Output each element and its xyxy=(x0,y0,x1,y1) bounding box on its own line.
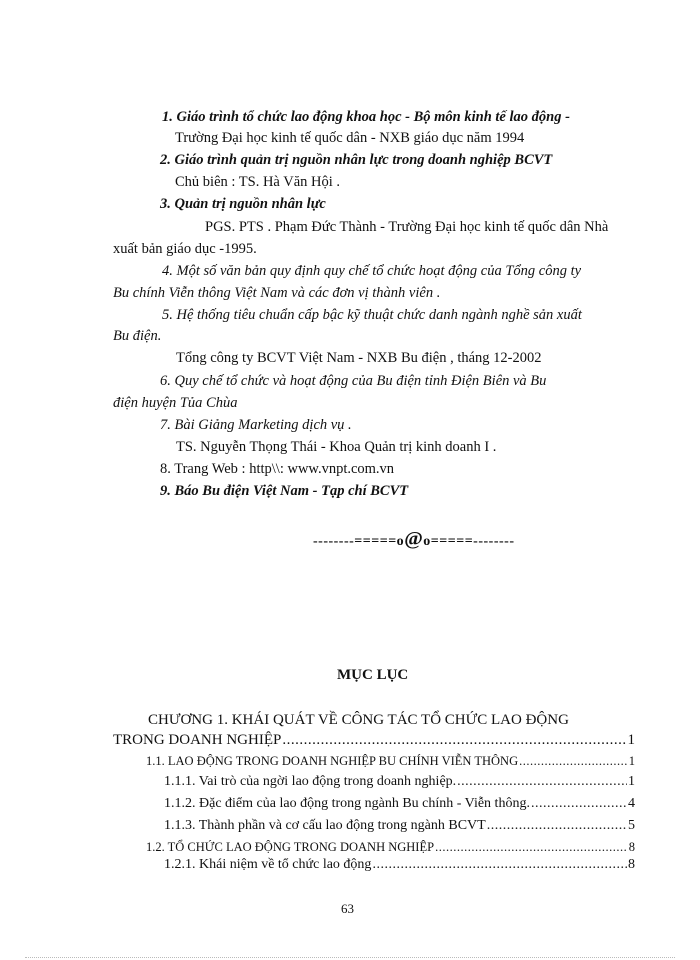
reference-4-title-cont: Bu chính Viễn thông Việt Nam và các đơn vị thành viên . xyxy=(113,285,441,301)
ornament-at-symbol: @ xyxy=(404,528,424,550)
toc-entry-label: 1.1.2. Đặc điểm của lao động trong ngành Bu chính - Viễn thông. xyxy=(164,796,530,811)
toc-entry-1-2-1[interactable] xyxy=(164,856,635,874)
toc-leader-dots xyxy=(282,731,626,749)
toc-leader-dots xyxy=(435,838,628,856)
toc-page-number: 1 xyxy=(627,732,635,748)
ornament-text: --------=====o@o=====-------- xyxy=(313,528,515,550)
toc-chapter-1-label: TRONG DOANH NGHIỆP xyxy=(113,732,282,748)
reference-6-title: 6. Quy chế tổ chức và hoạt động của Bu điện tỉnh Điện Biên và Bu xyxy=(160,373,547,389)
reference-2-title: 2. Giáo trình quản trị nguồn nhân lực trong doanh nghiệp BCVT xyxy=(160,152,553,168)
toc-page-number: 5 xyxy=(628,818,635,833)
toc-page-number: 4 xyxy=(628,796,635,811)
toc-entry-label: 1.2. TỔ CHỨC LAO ĐỘNG TRONG DOANH NGHIỆP xyxy=(146,840,435,854)
page-bottom-rule xyxy=(25,957,675,958)
toc-entry-label: 1.1. LAO ĐỘNG TRONG DOANH NGHIỆP BU CHÍNH VIỄN THÔNG xyxy=(146,754,519,768)
reference-7-title: 7. Bài Giảng Marketing dịch vụ . xyxy=(160,417,352,433)
reference-3-publisher: xuất bản giáo dục -1995. xyxy=(113,241,257,257)
toc-leader-dots xyxy=(487,817,627,835)
toc-entry-label: 1.1.3. Thành phần và cơ cấu lao động trong ngành BCVT xyxy=(164,818,486,833)
toc-entry-1-1-1[interactable] xyxy=(164,773,635,791)
toc-leader-dots xyxy=(457,773,627,791)
toc-leader-dots xyxy=(372,856,627,874)
reference-1-title: 1. Giáo trình tổ chức lao động khoa học - Bộ môn kinh tế lao động - xyxy=(162,109,570,125)
toc-entry-1-1-2[interactable] xyxy=(164,795,635,813)
reference-3-author: PGS. PTS . Phạm Đức Thành - Trường Đại học kinh tế quốc dân Nhà xyxy=(205,219,609,235)
toc-leader-dots xyxy=(519,752,628,770)
reference-4-title: 4. Một số văn bản quy định quy chế tổ chức hoạt động của Tổng công ty xyxy=(162,263,582,279)
reference-6-title-cont: điện huyện Tủa Chùa xyxy=(113,395,238,411)
toc-leader-dots xyxy=(531,795,627,813)
reference-5-publisher: Tổng công ty BCVT Việt Nam - NXB Bu điện , tháng 12-2002 xyxy=(176,350,542,366)
toc-page-number: 1 xyxy=(628,774,635,789)
toc-page-number: 8 xyxy=(628,840,635,854)
reference-9-title: 9. Báo Bu điện Việt Nam - Tạp chí BCVT xyxy=(160,483,409,499)
reference-3-title: 3. Quản trị nguồn nhân lực xyxy=(160,196,326,212)
toc-entry-label: 1.1.1. Vai trò của ngời lao động trong doanh nghiệp. xyxy=(164,774,457,789)
reference-1-publisher: Trường Đại học kinh tế quốc dân - NXB giáo dục năm 1994 xyxy=(175,130,525,146)
reference-7-author: TS. Nguyễn Thọng Thái - Khoa Quản trị kinh doanh I . xyxy=(176,439,497,455)
ornament-divider xyxy=(313,530,514,551)
toc-chapter-1[interactable] xyxy=(113,731,635,749)
toc-page-number: 8 xyxy=(628,857,635,872)
toc-entry-1-2[interactable] xyxy=(146,838,635,856)
toc-page-number: 1 xyxy=(628,754,635,768)
toc-entry-1-1-3[interactable] xyxy=(164,817,635,835)
reference-2-editor: Chủ biên : TS. Hà Văn Hội . xyxy=(175,174,341,190)
reference-5-title: 5. Hệ thống tiêu chuẩn cấp bậc kỹ thuật chức danh ngành nghề sản xuất xyxy=(162,307,582,323)
toc-entry-1-1[interactable] xyxy=(146,752,635,770)
toc-entry-label: 1.2.1. Khái niệm về tổ chức lao động xyxy=(164,857,372,872)
page-number: 63 xyxy=(341,901,354,916)
reference-8-website: 8. Trang Web : http\\: www.vnpt.com.vn xyxy=(160,461,395,477)
reference-5-title-cont: Bu điện. xyxy=(113,328,162,344)
toc-chapter-1-line1: CHƯƠNG 1. KHÁI QUÁT VỀ CÔNG TÁC TỔ CHỨC LAO ĐỘNG xyxy=(148,712,569,728)
toc-title: MỤC LỤC xyxy=(337,667,409,683)
